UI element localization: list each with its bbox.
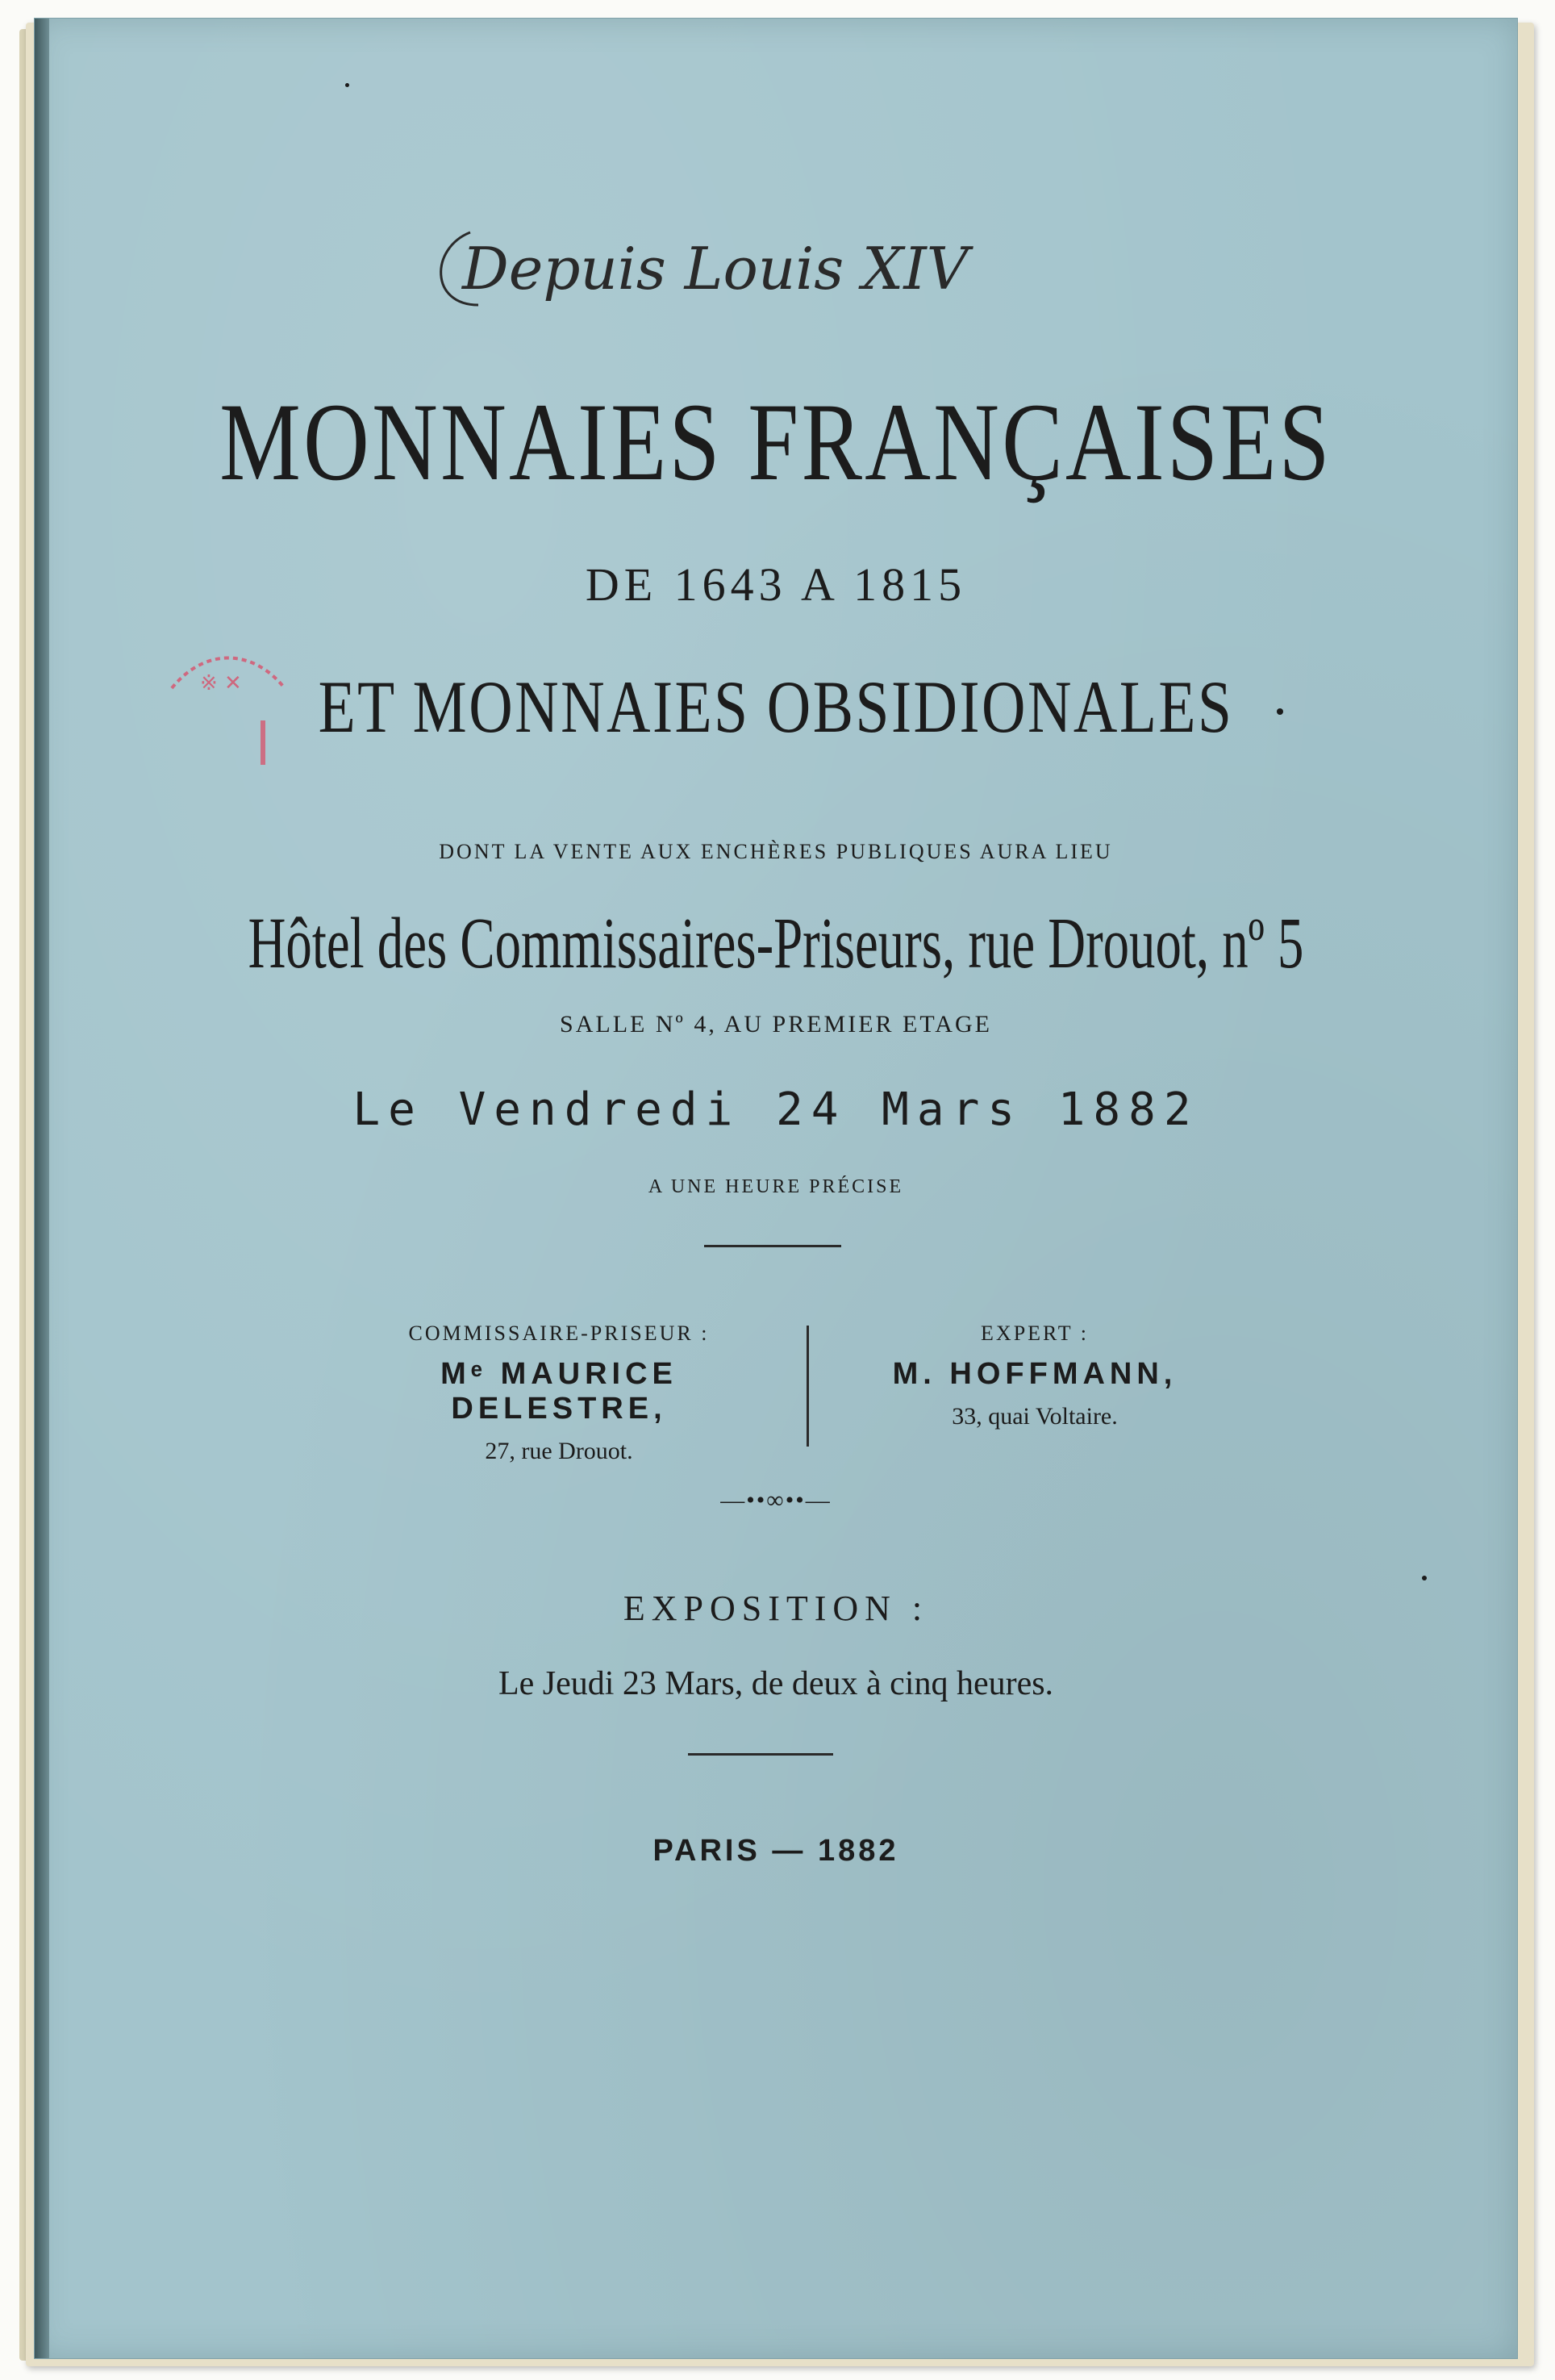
separator-rule-2 [688, 1753, 833, 1756]
sale-date: Le Vendredi 24 Mars 1882 [352, 1084, 1199, 1136]
sale-time: A UNE HEURE PRÉCISE [648, 1176, 904, 1197]
handwritten-note-graphic [414, 200, 1220, 321]
commissaire-block [341, 1322, 777, 1465]
separator-rule [704, 1245, 841, 1247]
svg-text:※ ✕: ※ ✕ [200, 671, 242, 695]
expert-block [841, 1322, 1228, 1430]
paper-speck [1422, 1576, 1427, 1580]
commissaire-label: COMMISSAIRE-PRISEUR : [408, 1322, 710, 1345]
title-subtitle: ET MONNAIES OBSIDIONALES [318, 666, 1234, 748]
commissaire-name: Mᵉ MAURICE DELESTRE, [440, 1357, 677, 1426]
document-cover [34, 18, 1518, 2359]
paper-speck [1277, 708, 1283, 715]
column-divider [807, 1326, 809, 1447]
ornament-divider: —••∞••— [720, 1487, 832, 1514]
paper-speck [345, 83, 349, 87]
expert-address: 33, quai Voltaire. [952, 1403, 1118, 1430]
commissaire-address: 27, rue Drouot. [485, 1438, 633, 1464]
footer-imprint: PARIS — 1882 [652, 1834, 899, 1868]
exposition-title: EXPOSITION : [623, 1589, 929, 1628]
title-main: MONNAIES FRANÇAISES [219, 380, 1332, 503]
sale-intro: DONT LA VENTE AUX ENCHÈRES PUBLIQUES AURA LIEU [439, 840, 1113, 863]
handwritten-note-text: Depuis Louis XIV [462, 235, 969, 303]
handwritten-note [414, 200, 1220, 321]
sale-room: SALLE Nº 4, AU PREMIER ETAGE [560, 1011, 992, 1038]
title-dates: DE 1643 A 1815 [585, 558, 967, 611]
expert-name: M. HOFFMANN, [892, 1357, 1178, 1391]
sale-venue: Hôtel des Commissaires-Priseurs, rue Drouot, nº 5 [248, 904, 1304, 983]
expert-label: EXPERT : [981, 1322, 1089, 1345]
exposition-text: Le Jeudi 23 Mars, de deux à cinq heures. [498, 1665, 1054, 1702]
